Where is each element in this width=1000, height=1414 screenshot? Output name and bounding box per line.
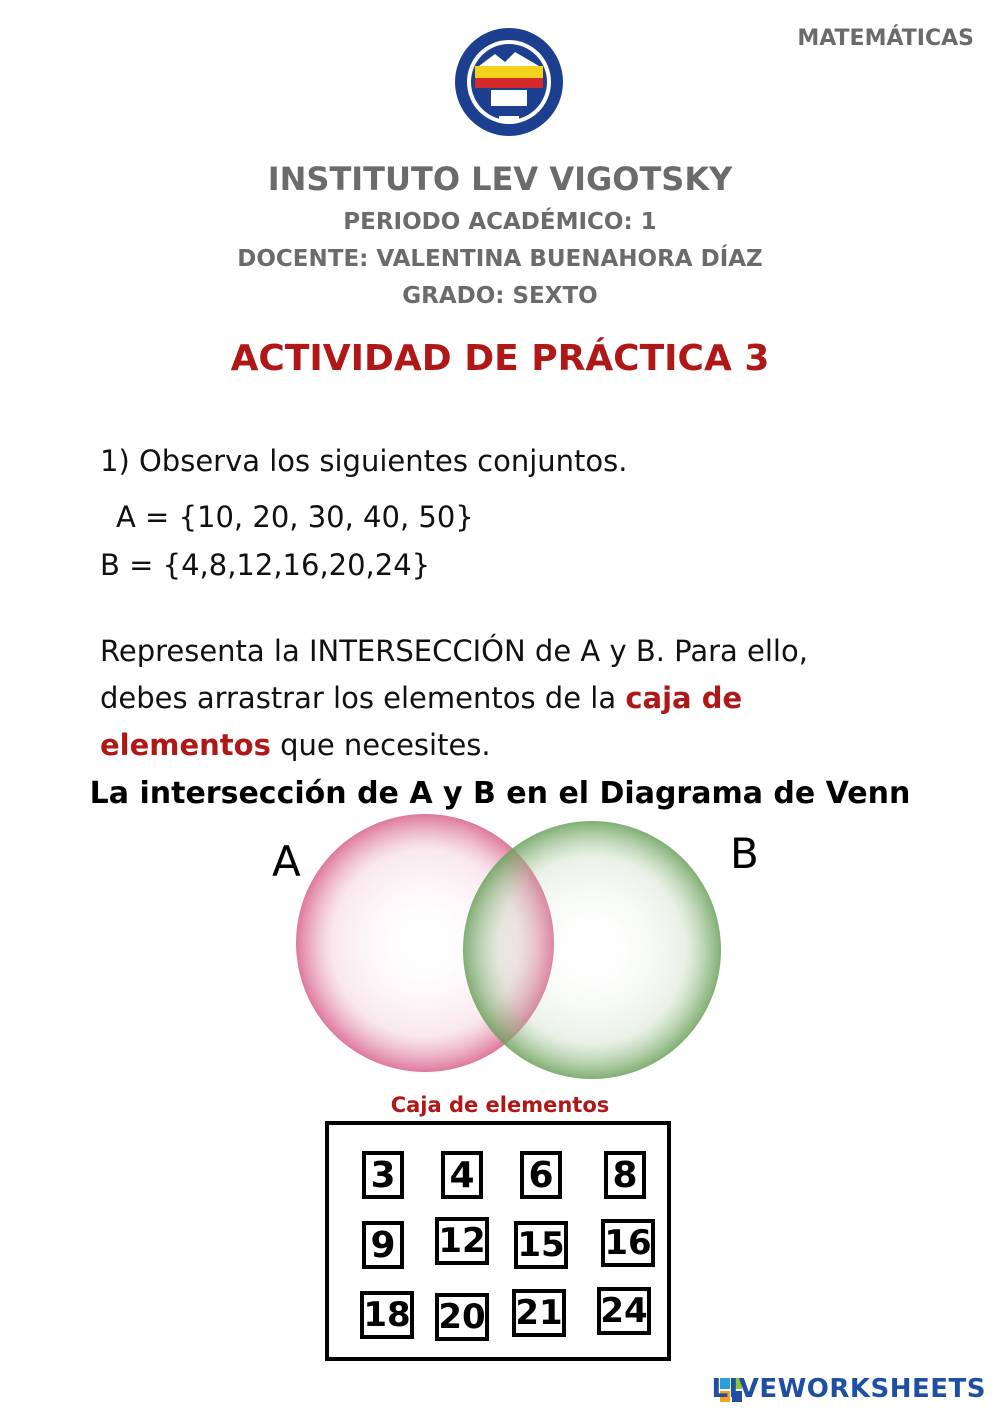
element-tile[interactable]: 21 <box>512 1289 566 1337</box>
elements-box <box>325 1121 671 1361</box>
task-text-2: que necesites. <box>270 728 491 762</box>
task-text-1: Representa la INTERSECCIÓN de A y B. Para ello, debes arrastrar los elementos de la <box>100 634 808 715</box>
elements-box-title: Caja de elementos <box>390 1093 610 1117</box>
task-highlight: caja de elementos <box>100 681 743 762</box>
academic-period: PERIODO ACADÉMICO: 1 <box>343 209 657 235</box>
set-b-definition: B = {4,8,12,16,20,24} <box>100 548 431 582</box>
set-b-circle[interactable] <box>463 821 721 1079</box>
element-tile[interactable]: 24 <box>597 1287 651 1335</box>
element-tile[interactable]: 9 <box>362 1221 404 1269</box>
element-tile[interactable]: 8 <box>604 1151 646 1199</box>
teacher-name: DOCENTE: VALENTINA BUENAHORA DÍAZ <box>237 246 763 272</box>
liveworksheets-brand: LIVEWORKSHEETS <box>711 1374 986 1404</box>
element-tile[interactable]: 12 <box>435 1217 489 1265</box>
set-a-label: A <box>272 837 301 886</box>
school-logo <box>453 26 565 138</box>
set-a-definition: A = {10, 20, 30, 40, 50} <box>116 500 474 534</box>
venn-title: La intersección de A y B en el Diagrama de Venn <box>89 776 911 811</box>
element-tile[interactable]: 15 <box>514 1221 568 1269</box>
institution-name: INSTITUTO LEV VIGOTSKY <box>267 160 733 198</box>
venn-diagram[interactable] <box>270 818 759 1073</box>
activity-title: ACTIVIDAD DE PRÁCTICA 3 <box>230 338 770 379</box>
element-tile[interactable]: 3 <box>362 1151 404 1199</box>
element-tile[interactable]: 6 <box>520 1151 562 1199</box>
element-tile[interactable]: 20 <box>435 1293 489 1341</box>
element-tile[interactable]: 16 <box>601 1219 655 1267</box>
element-tile[interactable]: 4 <box>441 1151 483 1199</box>
element-tile[interactable]: 18 <box>360 1291 414 1339</box>
subject-label: MATEMÁTICAS <box>797 26 974 51</box>
task-paragraph <box>100 628 900 769</box>
grade-label: GRADO: SEXTO <box>402 283 598 309</box>
set-b-label: B <box>730 829 759 878</box>
instruction-text: 1) Observa los siguientes conjuntos. <box>100 444 628 478</box>
